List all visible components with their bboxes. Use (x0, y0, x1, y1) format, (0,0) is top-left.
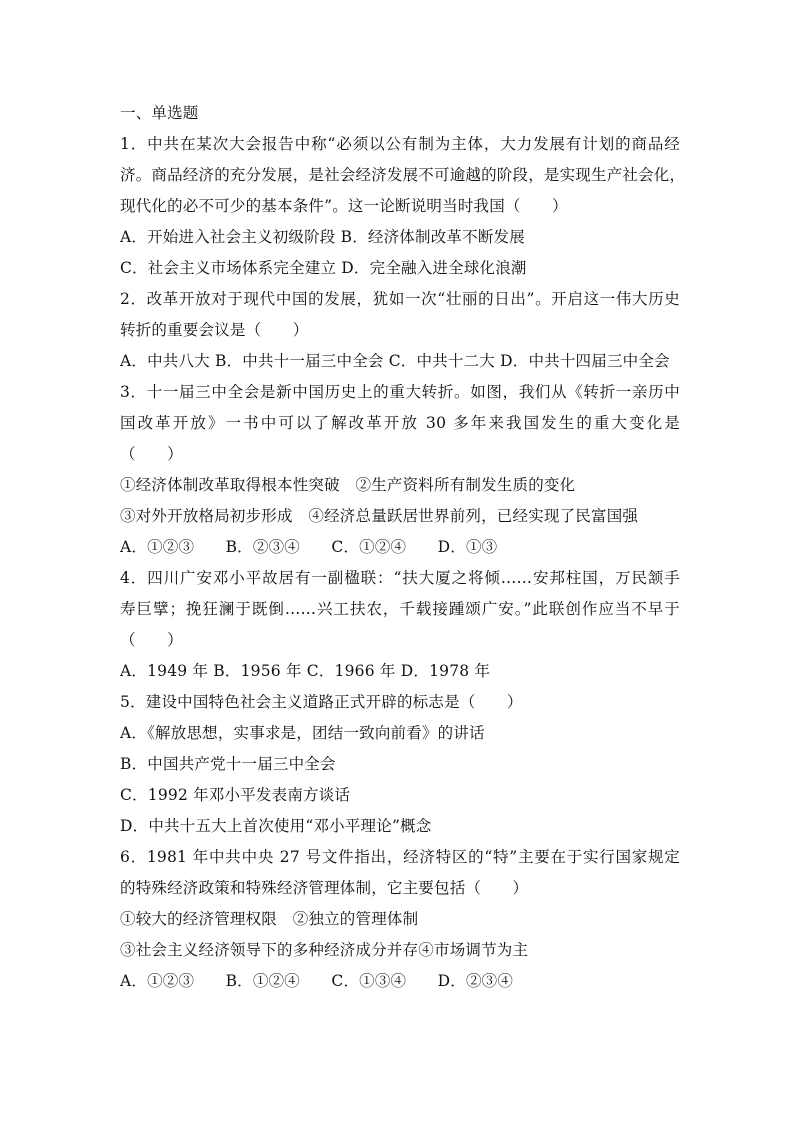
question-3-stem-line: 3．十一届三中全会是新中国历史上的重大转折。如图，我们从《转折一亲历中 (120, 383, 680, 401)
question-4-stem-line: （ ） (120, 631, 183, 649)
question-2-stem-line: 2．改革开放对于现代中国的发展，犹如一次“壮丽的日出”。开启这一伟大历史 (120, 290, 680, 308)
section-title: 一、单选题 (120, 104, 199, 122)
question-1-stem-line: 现代化的必不可少的基本条件”。这一论断说明当时我国（ ） (120, 197, 568, 215)
question-6-stem-line: 6．1981 年中共中央 27 号文件指出，经济特区的“特”主要在于实行国家规定 (120, 848, 680, 866)
question-6-statement-line: ①较大的经济管理权限 ②独立的管理体制 (120, 910, 419, 928)
question-5-option-b: B．中国共产党十一届三中全会 (120, 755, 336, 773)
question-1-options-line: C．社会主义市场体系完全建立 D．完全融入进全球化浪潮 (120, 259, 527, 277)
question-5-stem-line: 5．建设中国特色社会主义道路正式开辟的标志是（ ） (120, 693, 523, 711)
question-2-stem-line: 转折的重要会议是（ ） (120, 321, 309, 339)
question-3-stem-line: 国改革开放》一书中可以了解改革开放 30 多年来我国发生的重大变化是 (120, 414, 680, 432)
question-1-stem-line: 济。商品经济的充分发展，是社会经济发展不可逾越的阶段，是实现生产社会化， (120, 166, 686, 184)
question-2-options-line: A．中共八大 B．中共十一届三中全会 C．中共十二大 D．中共十四届三中全会 (120, 352, 670, 370)
question-5-option-c: C．1992 年邓小平发表南方谈话 (120, 786, 351, 804)
question-6-statement-line: ③社会主义经济领导下的多种经济成分并存④市场调节为主 (120, 941, 529, 959)
question-list (120, 98, 686, 997)
question-3-statement-line: ①经济体制改革取得根本性突破 ②生产资料所有制发生质的变化 (120, 476, 576, 494)
question-4-stem-line: 寿巨擘；挽狂澜于既倒……兴工扶农，千载接踵颂广安。”此联创作应当不早于 (120, 600, 680, 618)
question-5-option-d: D．中共十五大上首次使用“邓小平理论”概念 (120, 817, 432, 835)
question-1-options-line: A．开始进入社会主义初级阶段 B．经济体制改革不断发展 (120, 228, 525, 246)
question-3-stem-line: （ ） (120, 445, 183, 463)
question-6-options-line: A．①②③ B．①②④ C．①③④ D．②③④ (120, 972, 514, 990)
question-6-stem-line: 的特殊经济政策和特殊经济管理体制，它主要包括（ ） (120, 879, 529, 897)
question-4-options-line: A．1949 年 B．1956 年 C．1966 年 D．1978 年 (120, 662, 491, 680)
question-1-stem-line: 1．中共在某次大会报告中称“必须以公有制为主体，大力发展有计划的商品经 (120, 135, 680, 153)
question-3-statement-line: ③对外开放格局初步形成 ④经济总量跃居世界前列，已经实现了民富国强 (120, 507, 639, 525)
question-3-options-line: A．①②③ B．②③④ C．①②④ D．①③ (120, 538, 498, 556)
question-5-option-a: A．《解放思想，实事求是，团结一致向前看》的讲话 (120, 724, 485, 742)
question-4-stem-line: 4．四川广安邓小平故居有一副楹联：“扶大厦之将倾……安邦柱国，万民颔手 (120, 569, 680, 587)
